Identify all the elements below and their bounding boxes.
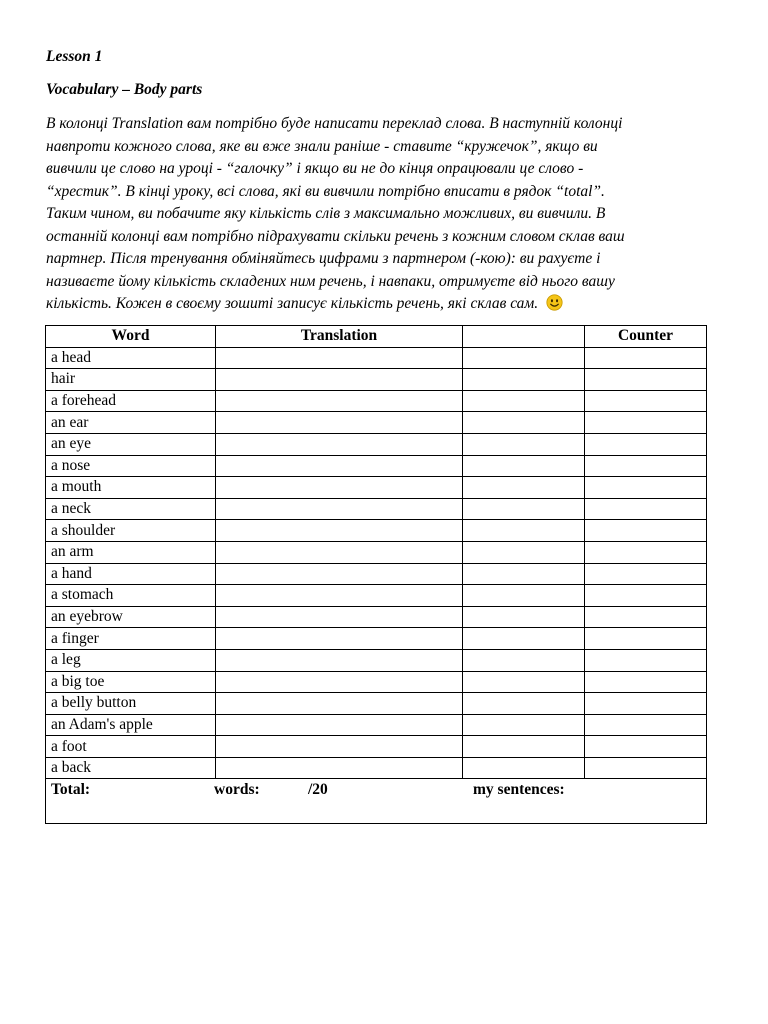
- instructions-line: партнер. Після тренування обміняйтесь цифрами з партнером (-кою): ви рахуєте і: [46, 250, 601, 267]
- instructions-line: навпроти кожного слова, яке ви вже знали раніше - ставите “кружечок”, якщо ви: [46, 137, 598, 155]
- table-row: [46, 455, 707, 477]
- table-row: [46, 563, 707, 585]
- mark-cell[interactable]: [463, 498, 585, 520]
- mark-cell[interactable]: [463, 369, 585, 391]
- counter-cell[interactable]: [585, 649, 707, 671]
- counter-cell[interactable]: [585, 390, 707, 412]
- word-cell: an arm: [46, 541, 216, 563]
- table-row: [46, 520, 707, 542]
- counter-cell[interactable]: [585, 606, 707, 628]
- instructions-line: вивчили це слово на уроці - “галочку” і якщо ви не до кінця опрацювали це слово -: [46, 160, 584, 177]
- total-words-label: words:: [214, 781, 260, 799]
- word-cell: a foot: [46, 736, 216, 758]
- total-words-max: /20: [308, 781, 328, 799]
- mark-cell[interactable]: [463, 541, 585, 563]
- translation-cell[interactable]: [216, 628, 463, 650]
- translation-cell[interactable]: [216, 757, 463, 779]
- table-row: [46, 693, 707, 715]
- word-cell: an eyebrow: [46, 606, 216, 628]
- mark-cell[interactable]: [463, 736, 585, 758]
- mark-cell[interactable]: [463, 520, 585, 542]
- table-row: [46, 477, 707, 499]
- word-cell: an Adam's apple: [46, 714, 216, 736]
- word-cell: a shoulder: [46, 520, 216, 542]
- translation-cell[interactable]: [216, 347, 463, 369]
- counter-cell[interactable]: [585, 693, 707, 715]
- word-cell: a stomach: [46, 585, 216, 607]
- translation-cell[interactable]: [216, 541, 463, 563]
- total-sentences-label: my sentences:: [473, 781, 565, 799]
- counter-cell[interactable]: [585, 412, 707, 434]
- header-counter: Counter: [585, 326, 707, 348]
- mark-cell[interactable]: [463, 563, 585, 585]
- table-row: [46, 757, 707, 779]
- word-cell: a back: [46, 757, 216, 779]
- counter-cell[interactable]: [585, 477, 707, 499]
- counter-cell[interactable]: [585, 736, 707, 758]
- counter-cell[interactable]: [585, 541, 707, 563]
- mark-cell[interactable]: [463, 390, 585, 412]
- counter-cell[interactable]: [585, 628, 707, 650]
- total-row: [46, 779, 707, 824]
- counter-cell[interactable]: [585, 498, 707, 520]
- translation-cell[interactable]: [216, 606, 463, 628]
- translation-cell[interactable]: [216, 433, 463, 455]
- translation-cell[interactable]: [216, 649, 463, 671]
- counter-cell[interactable]: [585, 369, 707, 391]
- word-cell: a finger: [46, 628, 216, 650]
- counter-cell[interactable]: [585, 433, 707, 455]
- translation-cell[interactable]: [216, 520, 463, 542]
- section-title: Vocabulary – Body parts: [46, 81, 203, 98]
- counter-cell[interactable]: [585, 585, 707, 607]
- word-cell: an ear: [46, 412, 216, 434]
- instructions-line-last: [46, 293, 716, 316]
- mark-cell[interactable]: [463, 585, 585, 607]
- translation-cell[interactable]: [216, 477, 463, 499]
- header-word: Word: [46, 326, 216, 348]
- translation-cell[interactable]: [216, 498, 463, 520]
- word-cell: a forehead: [46, 390, 216, 412]
- translation-cell[interactable]: [216, 412, 463, 434]
- counter-cell[interactable]: [585, 714, 707, 736]
- table-row: [46, 412, 707, 434]
- vocabulary-table: [45, 325, 707, 824]
- instructions-line-text: кількість. Кожен в своєму зошиті записує кількість речень, які склав сам.: [46, 295, 539, 312]
- total-cell[interactable]: [46, 779, 707, 824]
- mark-cell[interactable]: [463, 714, 585, 736]
- table-row: [46, 736, 707, 758]
- word-cell: a big toe: [46, 671, 216, 693]
- table-row: [46, 585, 707, 607]
- instructions-line: називаєте йому кількість складених ним речень, і навпаки, отримуєте від нього вашу: [46, 272, 615, 290]
- mark-cell[interactable]: [463, 606, 585, 628]
- instructions-line: останній колонці вам потрібно підрахувати скільки речень з кожним словом склав ваш: [46, 227, 625, 245]
- word-cell: an eye: [46, 433, 216, 455]
- translation-cell[interactable]: [216, 585, 463, 607]
- word-cell: a belly button: [46, 693, 216, 715]
- total-label: Total:: [51, 781, 91, 799]
- instructions-line: Таким чином, ви побачите яку кількість слів з максимально можливих, ви вивчили. В: [46, 205, 606, 222]
- mark-cell[interactable]: [463, 628, 585, 650]
- instructions-line: “хрестик”. В кінці уроку, всі слова, які ви вивчили потрібно вписати в рядок “total”.: [46, 182, 605, 200]
- counter-cell[interactable]: [585, 347, 707, 369]
- word-cell: a neck: [46, 498, 216, 520]
- instructions-paragraph: [46, 113, 716, 316]
- lesson-title: Lesson 1: [46, 48, 103, 65]
- header-mark: [463, 326, 585, 348]
- table-row: [46, 433, 707, 455]
- word-cell: a head: [46, 347, 216, 369]
- translation-cell[interactable]: [216, 390, 463, 412]
- table-row: [46, 714, 707, 736]
- counter-cell[interactable]: [585, 757, 707, 779]
- table-row: [46, 369, 707, 391]
- table-row: [46, 606, 707, 628]
- counter-cell[interactable]: [585, 520, 707, 542]
- mark-cell[interactable]: [463, 693, 585, 715]
- translation-cell[interactable]: [216, 693, 463, 715]
- table-row: [46, 347, 707, 369]
- counter-cell[interactable]: [585, 563, 707, 585]
- table-row: [46, 541, 707, 563]
- counter-cell[interactable]: [585, 455, 707, 477]
- translation-cell[interactable]: [216, 369, 463, 391]
- mark-cell[interactable]: [463, 477, 585, 499]
- word-cell: hair: [46, 369, 216, 391]
- word-cell: a mouth: [46, 477, 216, 499]
- word-cell: a leg: [46, 649, 216, 671]
- table-row: [46, 628, 707, 650]
- mark-cell[interactable]: [463, 671, 585, 693]
- table-header-row: [46, 326, 707, 348]
- word-cell: a hand: [46, 563, 216, 585]
- table-row: [46, 649, 707, 671]
- mark-cell[interactable]: [463, 433, 585, 455]
- translation-cell[interactable]: [216, 736, 463, 758]
- mark-cell[interactable]: [463, 757, 585, 779]
- mark-cell[interactable]: [463, 455, 585, 477]
- translation-cell[interactable]: [216, 563, 463, 585]
- table-row: [46, 671, 707, 693]
- mark-cell[interactable]: [463, 412, 585, 434]
- translation-cell[interactable]: [216, 671, 463, 693]
- translation-cell[interactable]: [216, 455, 463, 477]
- translation-cell[interactable]: [216, 714, 463, 736]
- smiley-face-icon: [546, 294, 563, 311]
- table-row: [46, 498, 707, 520]
- word-cell: a nose: [46, 455, 216, 477]
- counter-cell[interactable]: [585, 671, 707, 693]
- mark-cell[interactable]: [463, 649, 585, 671]
- header-translation: Translation: [216, 326, 463, 348]
- instructions-line: В колонці Translation вам потрібно буде написати переклад слова. В наступній колонці: [46, 115, 623, 132]
- mark-cell[interactable]: [463, 347, 585, 369]
- table-row: [46, 390, 707, 412]
